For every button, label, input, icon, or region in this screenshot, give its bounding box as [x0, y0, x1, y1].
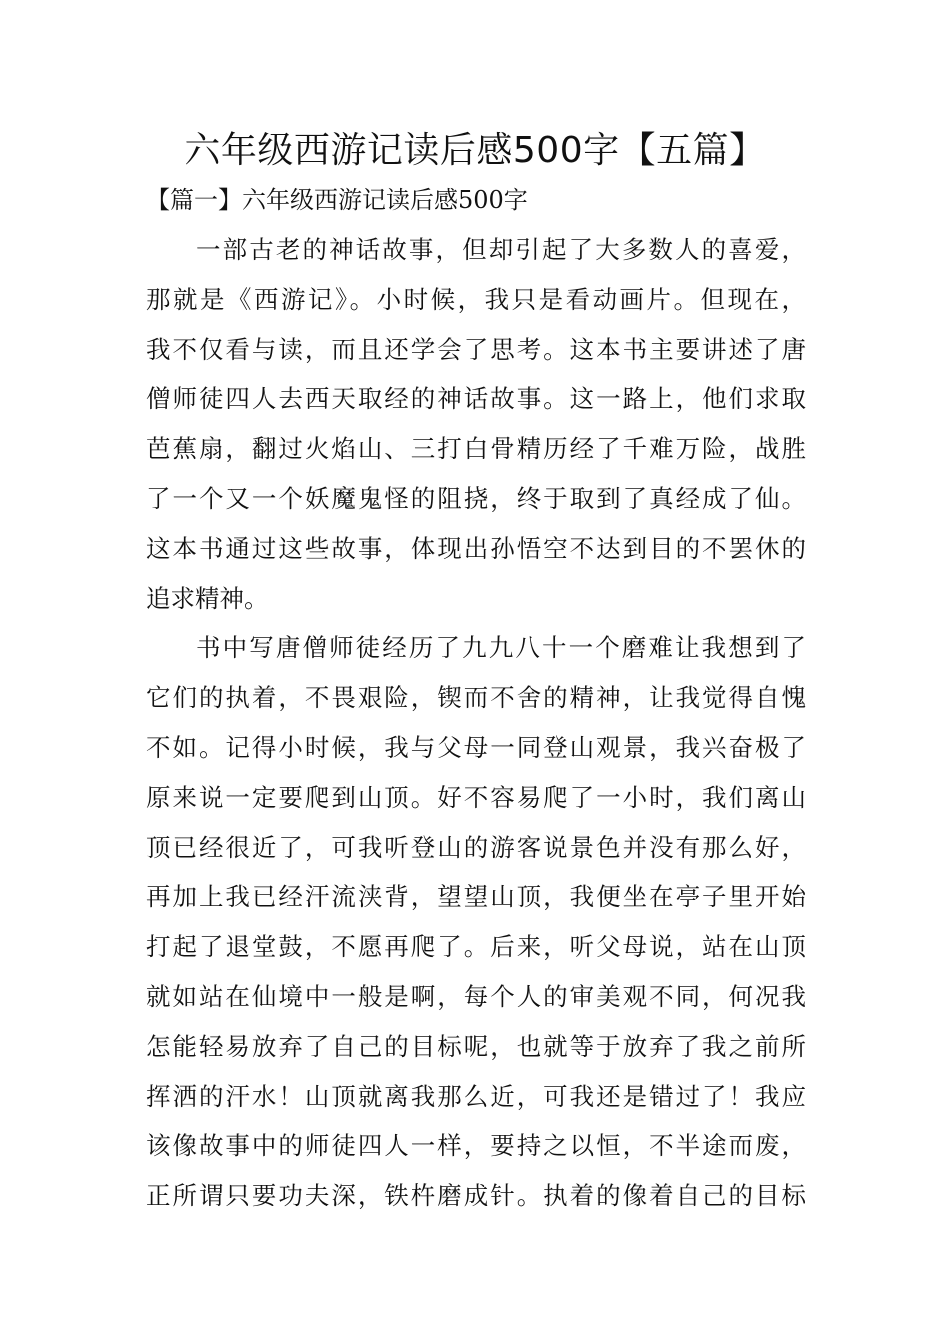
section-heading: 【篇一】六年级西游记读后感500字 [146, 186, 528, 214]
text-line: 挥洒的汗水！山顶就离我那么近，可我还是错过了！我应 [146, 1081, 806, 1111]
text-line: 这本书通过这些故事，体现出孙悟空不达到目的不罢休的 [146, 533, 806, 563]
text-line: 它们的执着，不畏艰险，锲而不舍的精神，让我觉得自愧 [146, 683, 806, 713]
text-line: 了一个又一个妖魔鬼怪的阻挠，终于取到了真经成了仙。 [146, 483, 806, 513]
text-line: 我不仅看与读，而且还学会了思考。这本书主要讲述了唐 [146, 334, 806, 364]
text-line: 追求精神。 [146, 583, 269, 613]
paragraph-1 [146, 225, 806, 623]
paragraph-2 [146, 623, 806, 1221]
text-line: 该像故事中的师徒四人一样，要持之以恒，不半途而废， [146, 1131, 806, 1161]
text-line: 怎能轻易放弃了自己的目标呢，也就等于放弃了我之前所 [146, 1031, 806, 1061]
document-title: 六年级西游记读后感500字【五篇】 [184, 130, 766, 171]
text-line: 不如。记得小时候，我与父母一同登山观景，我兴奋极了 [146, 732, 806, 762]
document-body [146, 225, 806, 1221]
text-line: 顶已经很近了，可我听登山的游客说景色并没有那么好， [146, 832, 806, 862]
text-line: 打起了退堂鼓，不愿再爬了。后来，听父母说，站在山顶 [146, 932, 806, 962]
text-line: 正所谓只要功夫深，铁杵磨成针。执着的像着自己的目标 [146, 1181, 806, 1211]
text-line: 僧师徒四人去西天取经的神话故事。这一路上，他们求取 [146, 384, 806, 414]
text-line: 那就是《西游记》。小时候，我只是看动画片。但现在， [146, 284, 806, 314]
text-line: 芭蕉扇，翻过火焰山、三打白骨精历经了千难万险，战胜 [146, 434, 806, 464]
text-line: 原来说一定要爬到山顶。好不容易爬了一小时，我们离山 [146, 782, 806, 812]
text-line: 书中写唐僧师徒经历了九九八十一个磨难让我想到了 [196, 633, 806, 663]
text-line: 就如站在仙境中一般是啊，每个人的审美观不同，何况我 [146, 981, 806, 1011]
text-line: 一部古老的神话故事，但却引起了大多数人的喜爱， [196, 235, 806, 264]
text-line: 再加上我已经汗流浃背，望望山顶，我便坐在亭子里开始 [146, 882, 806, 912]
